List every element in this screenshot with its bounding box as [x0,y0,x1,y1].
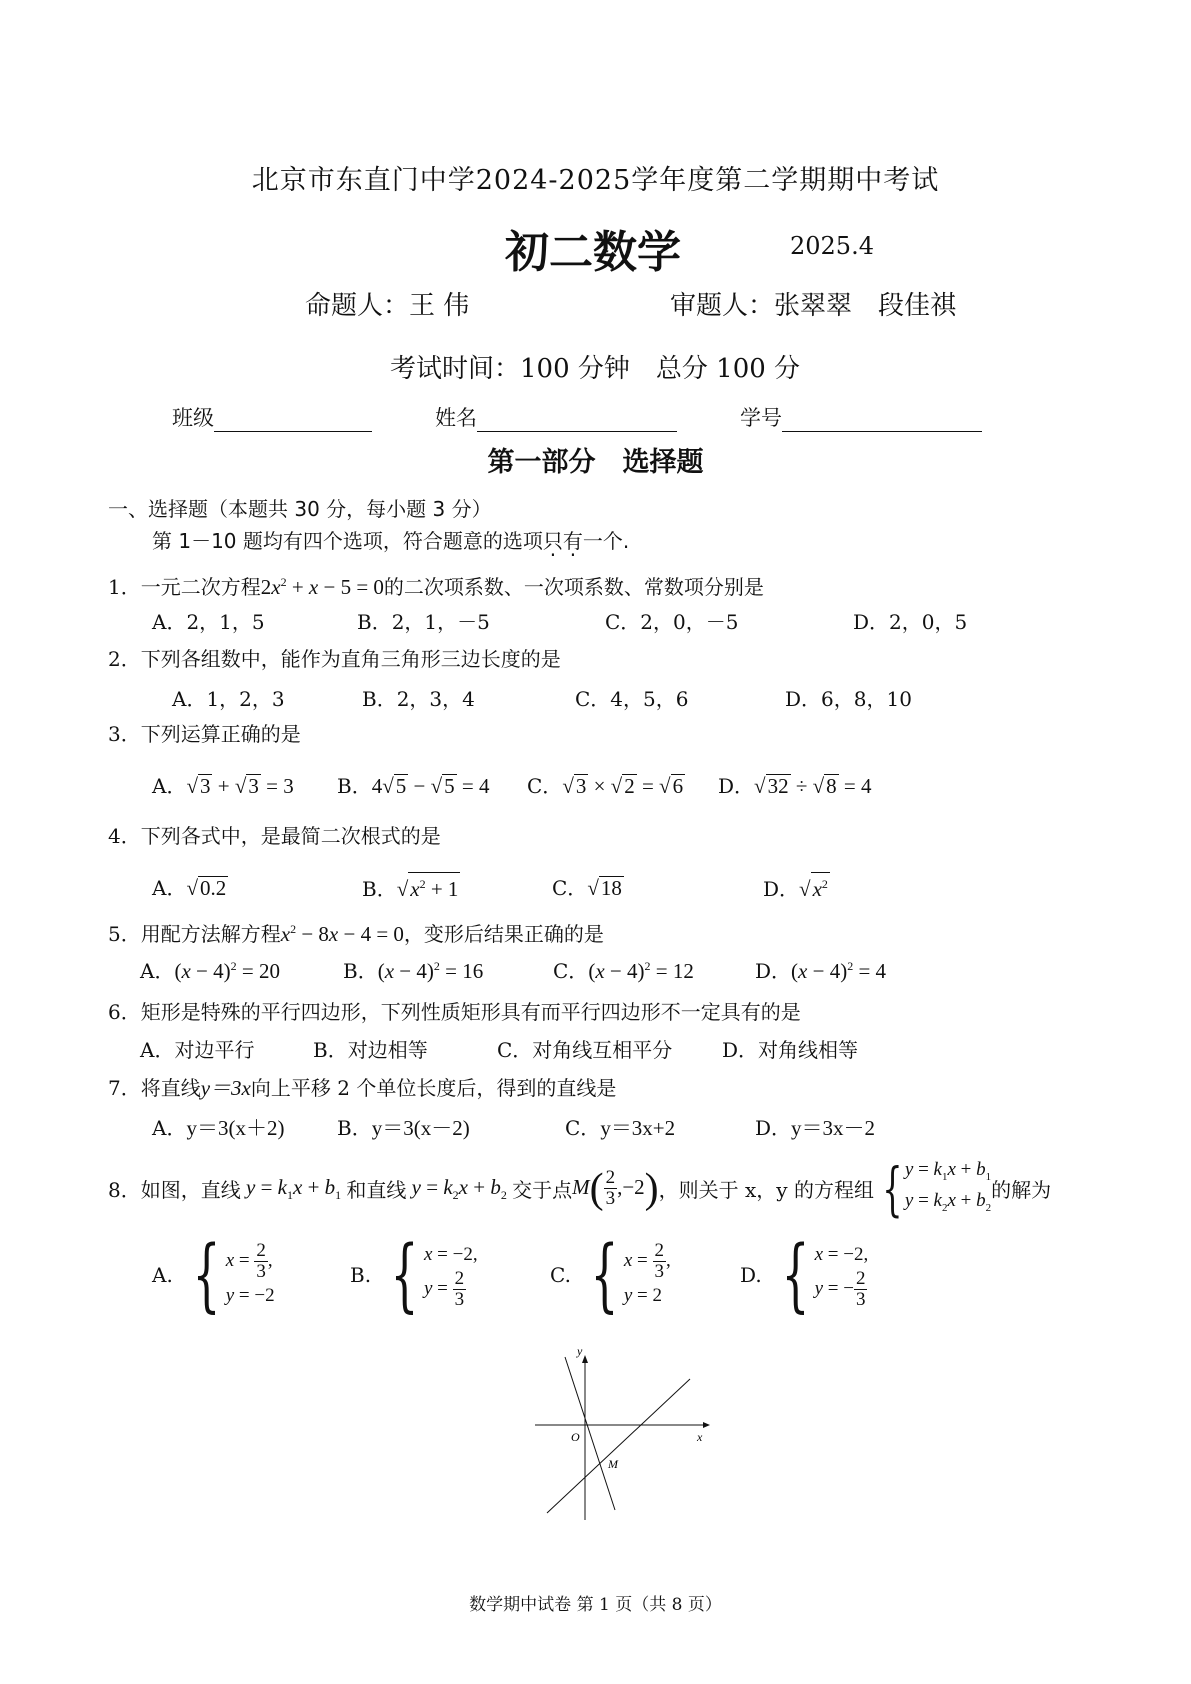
q8-number: 8． [108,1178,141,1203]
subject-title: 初二数学 [505,227,681,278]
y-axis-label: y [577,1345,583,1358]
x-axis-label: x [697,1430,703,1444]
exam-info: 考试时间：100 分钟 总分 100 分 [390,354,801,384]
q4-b-label: B． [362,877,397,901]
q4-d-label: D． [763,877,800,901]
instruction-pre: 第 1－10 题均有四个选项，符合题意的选项 [152,529,543,553]
q5-option-c[interactable]: C．$(x - 4)^2 = 12$ [553,959,694,983]
q6-option-a[interactable]: A．对边平行 [140,1038,255,1062]
q1-stem-pre: 一元二次方程 [140,575,261,599]
q3-d-label: D． [718,774,755,798]
q3-option-a[interactable]: A．√3 + √3 = 3 [152,774,294,798]
q3-stem-text: 下列运算正确的是 [140,722,301,746]
q8-b-label: B. [350,1263,372,1287]
q2-number: 2． [108,647,141,671]
section-heading: 一、选择题（本题共 30 分，每小题 3 分） [108,497,492,521]
q8-option-a[interactable]: A. { x = $\frac{2}{3}$ , y = −2 [152,1228,275,1321]
q4-a-label: A． [152,876,187,900]
instruction-dot-2: 有 [562,529,583,553]
q7-line-equation: y＝3x [200,1076,251,1100]
q7-a-label: A． [152,1116,187,1140]
q1-option-b[interactable]: B．2，1，－5 [357,610,490,634]
q5-d-label: D． [755,959,792,983]
q8-stem-and: 和直线 [346,1178,407,1203]
exam-title: 北京市东直门中学2024-2025学年度第二学期期中考试 [251,165,940,196]
q1-option-a[interactable]: A．2，1，5 [152,610,265,634]
q7-stem-post: 向上平移 2 个单位长度后，得到的直线是 [250,1076,617,1100]
q8-stem [108,1154,1052,1223]
q4-stem-text: 下列各式中，是最简二次根式的是 [140,824,441,848]
q5-option-b[interactable]: B．$(x - 4)^2 = 16$ [343,959,484,983]
student-id-label: 学号 [740,406,782,430]
q7-a-expr: y＝3(x＋2) [186,1116,285,1140]
q8-point-m: M( $\frac{2}{3}$ ,−2) [572,1165,659,1212]
q6-option-c[interactable]: C．对角线互相平分 [497,1038,673,1062]
q1-stem [108,571,764,600]
q7-stem [108,1072,616,1102]
q3-stem [108,718,301,747]
q6-stem [108,996,801,1025]
q6-stem-text: 矩形是特殊的平行四边形，下列性质矩形具有而平行四边形不一定具有的是 [140,1000,801,1024]
q3-a-label: A． [152,774,187,798]
q2-option-d[interactable]: D．6，8，10 [785,687,912,711]
part-title: 第一部分 选择题 [487,447,704,478]
q7-option-a[interactable] [152,1112,284,1142]
q4-option-c[interactable]: C．√18 [552,876,622,900]
q2-stem-text: 下列各组数中，能作为直角三角形三边长度的是 [140,647,561,671]
q4-option-a[interactable]: A．√0.2 [152,876,227,900]
q2-option-c[interactable]: C．4，5，6 [575,687,689,711]
q3-b-label: B． [337,774,372,798]
q1-option-d[interactable]: D．2，0，5 [853,610,968,634]
q4-option-b[interactable]: B．$√x^2 + 1$ [362,872,460,902]
q6-option-b[interactable]: B．对边相等 [313,1038,428,1062]
q8-stem-pre: 如图，直线 [140,1178,241,1203]
q3-number: 3． [108,722,141,746]
q1-option-c[interactable]: C．2，0，－5 [605,610,739,634]
q5-stem-post: ，变形后结果正确的是 [403,922,604,946]
q7-c-label: C． [565,1116,601,1140]
name-blank[interactable] [477,411,677,432]
student-id-field [740,402,982,432]
section-instruction [152,525,629,554]
x-axis-arrow-icon [703,1422,710,1428]
q7-d-expr: y＝3x－2 [791,1116,876,1140]
q4-c-label: C． [552,876,588,900]
name-label: 姓名 [435,406,477,430]
q6-option-d[interactable]: D．对角线相等 [722,1038,859,1062]
q8-line2: $y = k_2x + b_2$ [411,1174,507,1202]
q5-c-label: C． [553,959,589,983]
q1-number: 1． [108,575,141,599]
q7-c-expr: y＝3x+2 [600,1116,676,1140]
q5-stem [108,918,604,947]
q6-number: 6． [108,1000,141,1024]
q8-stem-end: 的解为 [991,1178,1052,1203]
q8-equation-system: { $y = k_1x + b_1$ $y = k_2x + b_2$ [882,1154,992,1223]
exam-date: 2025.4 [790,232,874,260]
q8-stem-about: ，则关于 x，y 的方程组 [658,1178,874,1203]
class-blank[interactable] [214,411,372,432]
q7-stem-pre: 将直线 [140,1076,201,1100]
student-id-blank[interactable] [782,411,982,432]
q3-c-label: C． [527,774,563,798]
q7-number: 7． [108,1076,141,1100]
q5-b-label: B． [343,959,378,983]
q8-d-label: D. [740,1263,762,1287]
q8-graph [525,1345,715,1525]
q8-option-d[interactable]: D. { x = −2, y = − $\frac{2}{3}$ [740,1228,869,1321]
name-field [435,402,677,432]
q5-a-label: A． [140,959,175,983]
q8-c-label: C. [550,1263,571,1287]
q3-option-b[interactable]: B．4√5 − √5 = 4 [337,774,490,798]
y-axis-arrow-icon [582,1355,588,1363]
q5-option-a[interactable]: A．$(x - 4)^2 = 20$ [140,959,280,983]
q4-stem [108,820,441,849]
q5-option-d[interactable]: D．$(x - 4)^2 = 4$ [755,959,887,983]
q7-option-d[interactable] [755,1112,875,1142]
line-2 [547,1379,690,1513]
q3-option-c[interactable]: C．√3 × √2 = √6 [527,774,684,798]
question-setter: 命题人：王 伟 [305,291,470,321]
q1-stem-post: 的二次项系数、一次项系数、常数项分别是 [383,575,764,599]
instruction-dot-1: 只 [542,529,563,553]
q3-option-d[interactable]: D．√32 ÷ √8 = 4 [718,774,872,798]
q5-number: 5． [108,922,141,946]
q2-option-b[interactable]: B．2，3，4 [362,687,475,711]
q7-option-b[interactable] [337,1112,470,1142]
q7-b-expr: y＝3(x－2) [371,1116,470,1140]
question-reviewer: 审题人：张翠翠 段佳祺 [670,291,957,321]
q2-option-a[interactable]: A．1，2，3 [172,687,285,711]
point-m-label: M [608,1457,618,1471]
origin-label: O [571,1430,580,1444]
q8-option-c[interactable]: C. { x = $\frac{2}{3}$ , y = 2 [550,1228,671,1321]
q5-stem-pre: 用配方法解方程 [140,922,281,946]
q7-d-label: D． [755,1116,792,1140]
class-label: 班级 [172,406,214,430]
instruction-post: 一个. [582,529,630,553]
q4-option-d[interactable]: D．$√x^2$ [763,872,830,902]
page-footer: 数学期中试卷 第 1 页（共 8 页） [469,1595,722,1615]
q5-equation: $x^2 - 8x - 4 = 0$ [280,922,404,946]
class-field [172,402,372,432]
q2-stem [108,643,561,672]
q7-option-c[interactable] [565,1112,675,1142]
q8-a-label: A. [152,1263,173,1287]
q8-line1: $y = k_1x + b_1$ [245,1174,342,1202]
q7-b-label: B． [337,1116,372,1140]
q1-equation: $2x^2 + x - 5 = 0$ [260,575,384,599]
q8-stem-meet: 交于点 [512,1178,573,1203]
q8-option-b[interactable]: B. { x = −2, y = $\frac{2}{3}$ [350,1228,478,1321]
q4-number: 4． [108,824,141,848]
